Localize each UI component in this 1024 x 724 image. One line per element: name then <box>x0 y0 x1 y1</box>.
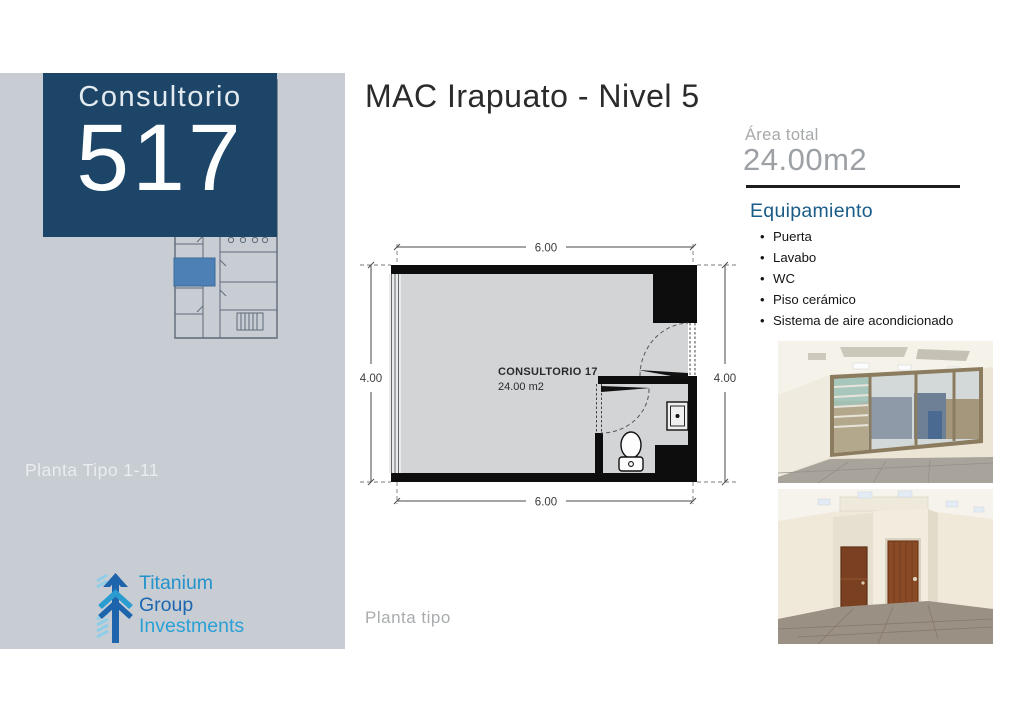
equipment-item-label: WC <box>773 271 795 286</box>
company-logo <box>95 571 310 647</box>
dim-right-label: 4.00 <box>713 373 737 385</box>
equipment-item-label: Piso cerámico <box>773 292 856 307</box>
equipment-item <box>760 226 1010 247</box>
equipment-list <box>760 226 1010 331</box>
dim-left-label: 4.00 <box>359 373 383 385</box>
floorplan <box>350 236 750 512</box>
floorplan-drawing <box>350 236 750 512</box>
photo-office-doors <box>778 489 993 644</box>
thumbnail-caption: Planta Tipo 1-11 <box>25 460 160 480</box>
logo-building-icon <box>95 571 135 647</box>
bullet-icon: • <box>760 250 765 265</box>
equipment-item <box>760 310 1010 331</box>
dim-bottom-label: 6.00 <box>534 496 558 509</box>
photo-office-window <box>778 341 993 483</box>
highlighted-unit-marker <box>174 258 215 286</box>
bullet-icon: • <box>760 271 765 286</box>
equipment-item-label: Puerta <box>773 229 812 244</box>
sink-symbol <box>667 402 688 430</box>
unit-card-label: Consultorio <box>78 81 242 113</box>
equipment-item <box>760 247 1010 268</box>
plan-caption: Planta tipo <box>365 608 451 627</box>
unit-card-number: 517 <box>76 104 244 211</box>
dim-top-label: 6.00 <box>534 242 558 255</box>
logo-line-1: Titanium <box>139 572 214 594</box>
room-name-label: CONSULTORIO 17 <box>498 366 598 378</box>
bullet-icon: • <box>760 313 765 328</box>
unit-card <box>43 73 277 237</box>
section-divider <box>746 185 960 188</box>
bullet-icon: • <box>760 292 765 307</box>
equipment-title: Equipamiento <box>750 200 873 222</box>
equipment-item-label: Sistema de aire acondicionado <box>773 313 954 328</box>
equipment-item <box>760 289 1010 310</box>
equipment-item <box>760 268 1010 289</box>
logo-line-3: Investments <box>139 615 245 637</box>
room-area-label: 24.00 m2 <box>498 381 544 393</box>
bullet-icon: • <box>760 229 765 244</box>
sidebar <box>0 73 345 649</box>
page-title: MAC Irapuato - Nivel 5 <box>365 78 700 114</box>
area-total-label: Área total <box>745 126 819 144</box>
area-total-value: 24.00m2 <box>743 142 868 177</box>
equipment-item-label: Lavabo <box>773 250 817 265</box>
logo-line-2: Group <box>139 593 194 616</box>
toilet-symbol <box>621 432 641 458</box>
